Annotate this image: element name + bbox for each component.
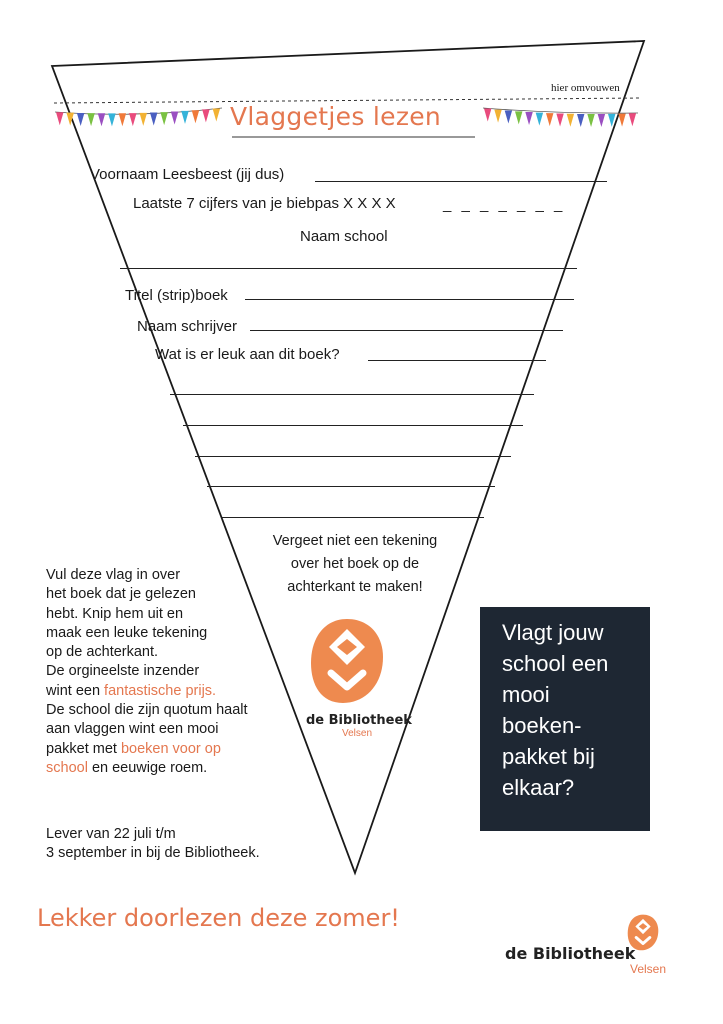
bunting-pennant — [505, 111, 512, 124]
books-highlight: school — [46, 759, 88, 776]
instructions-line — [46, 682, 248, 701]
why-fun-line-5[interactable] — [207, 486, 495, 487]
book-title-line[interactable] — [245, 299, 574, 300]
why-fun-line-3[interactable] — [183, 425, 523, 426]
bunting-pennant — [484, 109, 491, 122]
promo-line: Vlagt jouw — [502, 620, 604, 645]
promo-line: mooi — [502, 682, 550, 707]
instructions-text-span: wint een — [46, 682, 105, 699]
bunting-pennant — [598, 114, 605, 127]
instructions-line: maak een leuke tekening — [46, 624, 208, 641]
reminder-line-3: achterkant te maken! — [287, 579, 423, 595]
bunting-pennant — [577, 114, 584, 127]
author-line[interactable] — [250, 330, 563, 331]
bunting-pennant — [119, 113, 127, 126]
flag-logo-name: de Bibliotheek — [306, 713, 412, 728]
instructions-line: De orgineelste inzender — [46, 663, 200, 680]
bunting-pennant — [77, 113, 85, 126]
bunting-pennant — [618, 114, 625, 127]
instructions-line: het boek dat je gelezen — [46, 586, 196, 603]
author-label: Naam schrijver — [137, 318, 238, 335]
books-highlight: boeken voor op — [120, 740, 221, 757]
instructions-text — [46, 566, 248, 778]
instructions-text-span: pakket met — [46, 740, 121, 757]
school-line[interactable] — [120, 268, 577, 269]
bunting-pennant — [98, 113, 106, 126]
footer-logo-sub: Velsen — [630, 962, 667, 976]
promo-line: pakket bij — [502, 744, 595, 769]
instructions-line: De school die zijn quotum haalt — [46, 702, 248, 719]
why-fun-line-2[interactable] — [170, 394, 534, 395]
bunting-pennant — [213, 108, 221, 121]
drawing-reminder — [245, 530, 465, 599]
first-name-line[interactable] — [315, 181, 607, 182]
book-title-label: Titel (strip)boek — [125, 287, 228, 304]
why-fun-label: Wat is er leuk aan dit boek? — [155, 346, 340, 363]
bunting-pennant — [108, 113, 116, 126]
instructions-line: hebt. Knip hem uit en — [46, 605, 184, 622]
bunting-pennant — [129, 113, 137, 126]
bunting-pennant — [546, 113, 553, 126]
pass-digits-label: Laatste 7 cijfers van je biebpas X X X X — [133, 195, 396, 212]
bunting-pennant — [515, 111, 522, 124]
promo-line: school een — [502, 651, 609, 676]
bunting-pennant — [536, 113, 543, 126]
bunting-pennant — [171, 112, 179, 125]
bunting-pennant — [567, 114, 574, 127]
instructions-line: op de achterkant. — [46, 644, 159, 661]
bunting-pennant — [160, 112, 168, 125]
prize-highlight: fantastische prijs. — [104, 682, 217, 699]
bunting-pennant — [181, 111, 189, 124]
deadline-text — [46, 825, 260, 864]
fold-label: hier omvouwen — [551, 82, 620, 94]
bunting-left-icon — [55, 108, 222, 126]
instructions-line — [46, 759, 248, 778]
flag-logo-sub: Velsen — [342, 728, 373, 739]
bunting-pennant — [56, 112, 64, 125]
bunting-pennant — [556, 114, 563, 127]
reminder-line-1: Vergeet niet een tekening — [272, 533, 438, 549]
bunting-pennant — [140, 113, 148, 126]
promo-box — [480, 607, 650, 831]
why-fun-line-6[interactable] — [222, 517, 484, 518]
instructions-line: aan vlaggen wint een mooi — [46, 721, 219, 738]
footer-slogan: Lekker doorlezen deze zomer! — [37, 904, 400, 932]
bunting-pennant — [87, 113, 95, 126]
promo-line: elkaar? — [502, 775, 575, 800]
bunting-pennant — [629, 113, 636, 126]
instructions-line: Vul deze vlag in over — [46, 567, 181, 583]
bunting-pennant — [494, 110, 501, 123]
reminder-line-2: over het boek op de — [290, 556, 420, 572]
promo-line: boeken- — [502, 713, 582, 738]
why-fun-line-1[interactable] — [368, 360, 546, 361]
footer-logo-name: de Bibliotheek — [505, 944, 636, 963]
bunting-pennant — [192, 110, 200, 123]
pass-digits-blanks[interactable]: _ _ _ _ _ _ _ — [443, 196, 566, 213]
bibliotheek-logo-icon — [307, 615, 387, 705]
school-label: Naam school — [300, 228, 388, 245]
bunting-pennant — [202, 109, 210, 122]
bunting-pennant — [525, 112, 532, 125]
bunting-pennant — [587, 114, 594, 127]
bunting-pennant — [150, 113, 158, 126]
instructions-text-span: en eeuwige roem. — [87, 759, 208, 776]
instructions-line — [46, 740, 248, 759]
flag-title: Vlaggetjes lezen — [230, 102, 442, 131]
first-name-label: Voornaam Leesbeest (jij dus) — [90, 166, 285, 183]
why-fun-line-4[interactable] — [195, 456, 511, 457]
deadline-line: Lever van 22 juli t/m — [46, 826, 176, 842]
deadline-line: 3 september in bij de Bibliotheek. — [46, 845, 260, 862]
